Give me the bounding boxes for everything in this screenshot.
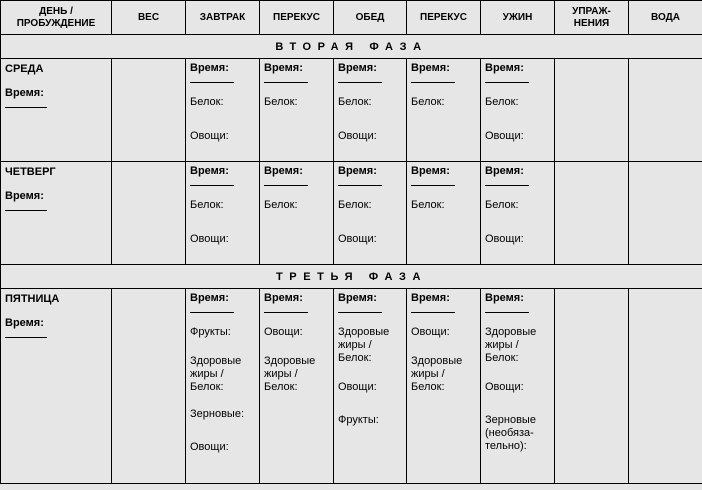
col-snack-2: ПЕРЕКУС — [407, 1, 481, 35]
time-line[interactable] — [485, 178, 529, 186]
dinner-cell[interactable] — [481, 289, 555, 484]
protein-label: Белок: — [264, 199, 298, 211]
dinner-cell[interactable] — [481, 59, 555, 162]
fats-protein-label: Здоровые жиры / Белок: — [411, 355, 463, 393]
time-label: Время: — [190, 165, 229, 177]
phase-2-title: ВТОРАЯ ФАЗА — [1, 35, 702, 59]
protein-label: Белок: — [485, 96, 519, 108]
veg-label: Овощи: — [338, 233, 377, 245]
veg-label: Овощи: — [485, 130, 524, 142]
col-exercise: УПРАЖ- НЕНИЯ — [555, 1, 629, 35]
time-line[interactable] — [485, 75, 529, 83]
time-label: Время: — [338, 292, 377, 304]
veg-label: Овощи: — [190, 233, 229, 245]
fruit-label: Фрукты: — [338, 414, 379, 426]
time-line[interactable] — [264, 305, 308, 313]
wake-time-label: Время: — [5, 190, 44, 202]
grains-label: Зерновые: — [190, 408, 244, 420]
wake-time-label: Время: — [5, 87, 44, 99]
time-line[interactable] — [264, 75, 308, 83]
lunch-cell[interactable] — [334, 59, 407, 162]
snack-cell[interactable] — [407, 162, 481, 265]
time-line[interactable] — [338, 305, 382, 313]
protein-label: Белок: — [338, 96, 372, 108]
snack-cell[interactable] — [260, 59, 334, 162]
snack-cell[interactable] — [407, 59, 481, 162]
wake-time-line[interactable] — [5, 99, 47, 108]
fruit-label: Фрукты: — [190, 326, 231, 338]
lunch-cell[interactable] — [334, 289, 407, 484]
breakfast-cell[interactable] — [186, 162, 260, 265]
time-line[interactable] — [190, 305, 234, 313]
col-dinner: УЖИН — [481, 1, 555, 35]
time-line[interactable] — [411, 75, 455, 83]
day-cell — [1, 59, 112, 162]
snack-cell[interactable] — [260, 289, 334, 484]
exercise-cell[interactable] — [555, 59, 629, 162]
protein-label: Белок: — [411, 96, 445, 108]
time-label: Время: — [338, 62, 377, 74]
time-line[interactable] — [411, 305, 455, 313]
time-label: Время: — [190, 62, 229, 74]
col-water: ВОДА — [629, 1, 702, 35]
time-line[interactable] — [411, 178, 455, 186]
col-weight: ВЕС — [112, 1, 186, 35]
protein-label: Белок: — [190, 96, 224, 108]
protein-label: Белок: — [411, 199, 445, 211]
day-cell — [1, 289, 112, 484]
header-row — [1, 1, 702, 35]
snack-cell[interactable] — [407, 289, 481, 484]
phase-3-row — [1, 265, 702, 289]
protein-label: Белок: — [338, 199, 372, 211]
veg-label: Овощи: — [190, 441, 229, 453]
time-line[interactable] — [190, 178, 234, 186]
veg-label: Овощи: — [485, 233, 524, 245]
row-wednesday — [1, 59, 702, 162]
time-label: Время: — [264, 62, 303, 74]
water-cell[interactable] — [629, 289, 702, 484]
day-label: ЧЕТВЕРГ — [5, 166, 56, 178]
exercise-cell[interactable] — [555, 289, 629, 484]
time-label: Время: — [190, 292, 229, 304]
fats-protein-label: Здоровые жиры / Белок: — [264, 355, 316, 393]
dinner-cell[interactable] — [481, 162, 555, 265]
weight-cell[interactable] — [112, 59, 186, 162]
time-label: Время: — [411, 292, 450, 304]
wake-time-line[interactable] — [5, 202, 47, 211]
day-label: ПЯТНИЦА — [5, 293, 60, 305]
wake-time-label: Время: — [5, 317, 44, 329]
col-snack-1: ПЕРЕКУС — [260, 1, 334, 35]
weight-cell[interactable] — [112, 289, 186, 484]
day-label: СРЕДА — [5, 63, 44, 75]
snack-cell[interactable] — [260, 162, 334, 265]
time-label: Время: — [338, 165, 377, 177]
time-label: Время: — [264, 292, 303, 304]
fats-protein-label: Здоровые жиры / Белок: — [190, 355, 242, 393]
row-thursday — [1, 162, 702, 265]
phase-2-row — [1, 35, 702, 59]
time-label: Время: — [411, 165, 450, 177]
time-label: Время: — [485, 165, 524, 177]
time-label: Время: — [264, 165, 303, 177]
col-day: ДЕНЬ / ПРОБУЖДЕНИЕ — [1, 1, 112, 35]
phase-3-title: ТРЕТЬЯ ФАЗА — [1, 265, 702, 289]
time-line[interactable] — [264, 178, 308, 186]
time-line[interactable] — [338, 75, 382, 83]
veg-label: Овощи: — [411, 326, 450, 338]
time-line[interactable] — [190, 75, 234, 83]
time-label: Время: — [485, 62, 524, 74]
wake-time-line[interactable] — [5, 329, 47, 338]
breakfast-cell[interactable] — [186, 289, 260, 484]
water-cell[interactable] — [629, 162, 702, 265]
grains-optional-label: Зерновые (необяза-тельно): — [485, 414, 536, 452]
row-friday — [1, 289, 702, 484]
time-label: Время: — [485, 292, 524, 304]
exercise-cell[interactable] — [555, 162, 629, 265]
weight-cell[interactable] — [112, 162, 186, 265]
time-line[interactable] — [338, 178, 382, 186]
veg-label: Овощи: — [338, 130, 377, 142]
time-label: Время: — [411, 62, 450, 74]
water-cell[interactable] — [629, 59, 702, 162]
veg-label: Овощи: — [485, 381, 524, 393]
col-lunch: ОБЕД — [334, 1, 407, 35]
veg-label: Овощи: — [190, 130, 229, 142]
fats-protein-label: Здоровые жиры / Белок: — [485, 326, 537, 364]
time-line[interactable] — [485, 305, 529, 313]
breakfast-cell[interactable] — [186, 59, 260, 162]
day-cell — [1, 162, 112, 265]
veg-label: Овощи: — [338, 381, 377, 393]
protein-label: Белок: — [190, 199, 224, 211]
protein-label: Белок: — [485, 199, 519, 211]
protein-label: Белок: — [264, 96, 298, 108]
lunch-cell[interactable] — [334, 162, 407, 265]
col-breakfast: ЗАВТРАК — [186, 1, 260, 35]
fats-protein-label: Здоровые жиры / Белок: — [338, 326, 390, 364]
veg-label: Овощи: — [264, 326, 303, 338]
